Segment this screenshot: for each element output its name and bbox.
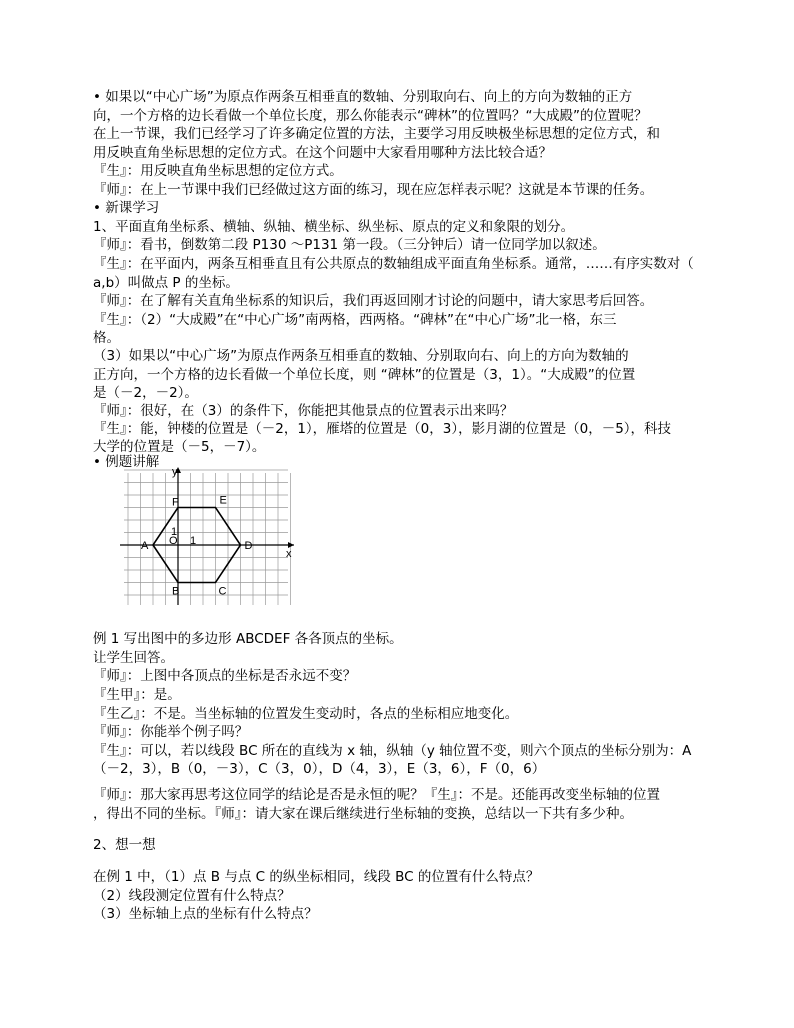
text-line-d-1: 在例 1 中，（1）点 B 与点 C 的纵坐标相同，线段 BC 的位置有什么特点？	[93, 869, 540, 885]
text-line-c-2: ，得出不同的坐标。『师』：请大家在课后继续进行坐标轴的变换，总结以一下共有多少种。	[93, 806, 633, 822]
coordinate-figure	[118, 465, 300, 605]
text-line-6: 『师』：在上一节课中我们已经做过这方面的练习，现在应怎样表示呢？这就是本节课的任务。	[93, 182, 654, 198]
text-line-17: 是（－2，－2）。	[93, 385, 198, 401]
text-line-b-3: 『师』：上图中各顶点的坐标是否永远不变？	[93, 668, 357, 684]
text-line-2: 向，一个方格的边长看做一个单位长度，那么你能表示“碑林”的位置吗？“大成殿”的位置呢？	[93, 108, 648, 124]
text-line-11: a,b）叫做点 P 的坐标。	[93, 275, 239, 291]
text-line-16: 正方向，一个方格的边长看做一个单位长度，则 “碑林”的位置是（3，1）。“大成殿”的位置	[93, 367, 636, 383]
unit-y-label: 1	[171, 526, 178, 538]
text-line-8: 1、平面直角坐标系、横轴、纵轴、横坐标、纵坐标、原点的定义和象限的划分。	[93, 219, 575, 235]
text-line-b-5: 『生乙』：不是。当坐标轴的位置发生变动时，各点的坐标相应地变化。	[93, 706, 519, 722]
text-line-7: • 新课学习	[93, 200, 160, 216]
text-line-19: 『生』：能，钟楼的位置是（－2，1），雁塔的位置是（0，3），影月湖的位置是（0，－5），科技	[93, 421, 672, 437]
unit-x-label: 1	[190, 535, 197, 547]
text-line-b-2: 让学生回答。	[93, 650, 174, 666]
text-line-20: 大学的位置是（－5，－7）。	[93, 439, 266, 455]
text-line-13: 『生』：（2）“大成殿”在“中心广场”南两格，西两格。“碑林”在“中心广场”北一格，东三	[93, 312, 617, 328]
vertex-label-c: C	[218, 585, 227, 598]
text-line-b-1: 例 1 写出图中的多边形 ABCDEF 各各顶点的坐标。	[93, 631, 403, 647]
text-line-b-8: （－2，3），B（0，－3），C（3，0），D（4，3），E（3，6），F（0，6）	[93, 761, 546, 777]
text-line-b-4: 『生甲』：是。	[93, 687, 181, 703]
text-line-15: （3）如果以“中心广场”为原点作两条互相垂直的数轴、分别取向右、向上的方向为数轴的	[93, 348, 629, 364]
vertex-label-f: F	[172, 496, 179, 509]
vertex-label-b: B	[172, 585, 180, 598]
vertex-label-d: D	[244, 540, 253, 552]
text-line-9: 『师』：看书，倒数第二段 P130 ～P131 第一段。（三分钟后）请一位同学加以叙述。	[93, 237, 606, 253]
vertex-label-a: A	[141, 540, 149, 552]
text-line-d-2: （2）线段测定位置有什么特点？	[93, 888, 291, 904]
text-line-5: 『生』：用反映直角坐标思想的定位方式。	[93, 163, 343, 179]
text-line-d-3: （3）坐标轴上点的坐标有什么特点？	[93, 906, 318, 922]
text-line-10: 『生』：在平面内，两条互相垂直且有公共原点的数轴组成平面直角坐标系。通常，……有序实数对（	[93, 256, 694, 272]
text-line-b-7: 『生』：可以，若以线段 BC 所在的直线为 x 轴，纵轴（y 轴位置不变，则六个顶点的坐标分别为：A	[93, 743, 692, 759]
text-line-21: • 例题讲解	[93, 454, 160, 470]
text-line-4: 用反映直角坐标思想的定位方式。在这个问题中大家看用哪种方法比较合适？	[93, 145, 552, 161]
section-2-title: 2、想一想	[93, 837, 156, 853]
text-line-18: 『师』：很好，在（3）的条件下，你能把其他景点的位置表示出来吗？	[93, 403, 514, 419]
text-line-12: 『师』：在了解有关直角坐标系的知识后，我们再返回刚才讨论的问题中，请大家思考后回答。	[93, 293, 654, 309]
text-line-c-1: 『师』：那大家再思考这位同学的结论是否是永恒的呢？『生』：不是。还能再改变坐标轴的位置	[93, 787, 660, 803]
origin-label: O	[169, 535, 178, 547]
x-axis-label: x	[286, 548, 292, 560]
vertex-label-e: E	[219, 494, 227, 507]
y-axis-label: y	[172, 466, 178, 478]
text-line-b-6: 『师』：你能举个例子吗？	[93, 724, 249, 740]
text-line-14: 格。	[93, 330, 120, 346]
text-line-3: 在上一节课，我们已经学习了许多确定位置的方法，主要学习用反映极坐标思想的定位方式，和	[93, 126, 660, 142]
text-line-1: • 如果以“中心广场”为原点作两条互相垂直的数轴、分别取向右、向上的方向为数轴的正方	[93, 89, 633, 105]
